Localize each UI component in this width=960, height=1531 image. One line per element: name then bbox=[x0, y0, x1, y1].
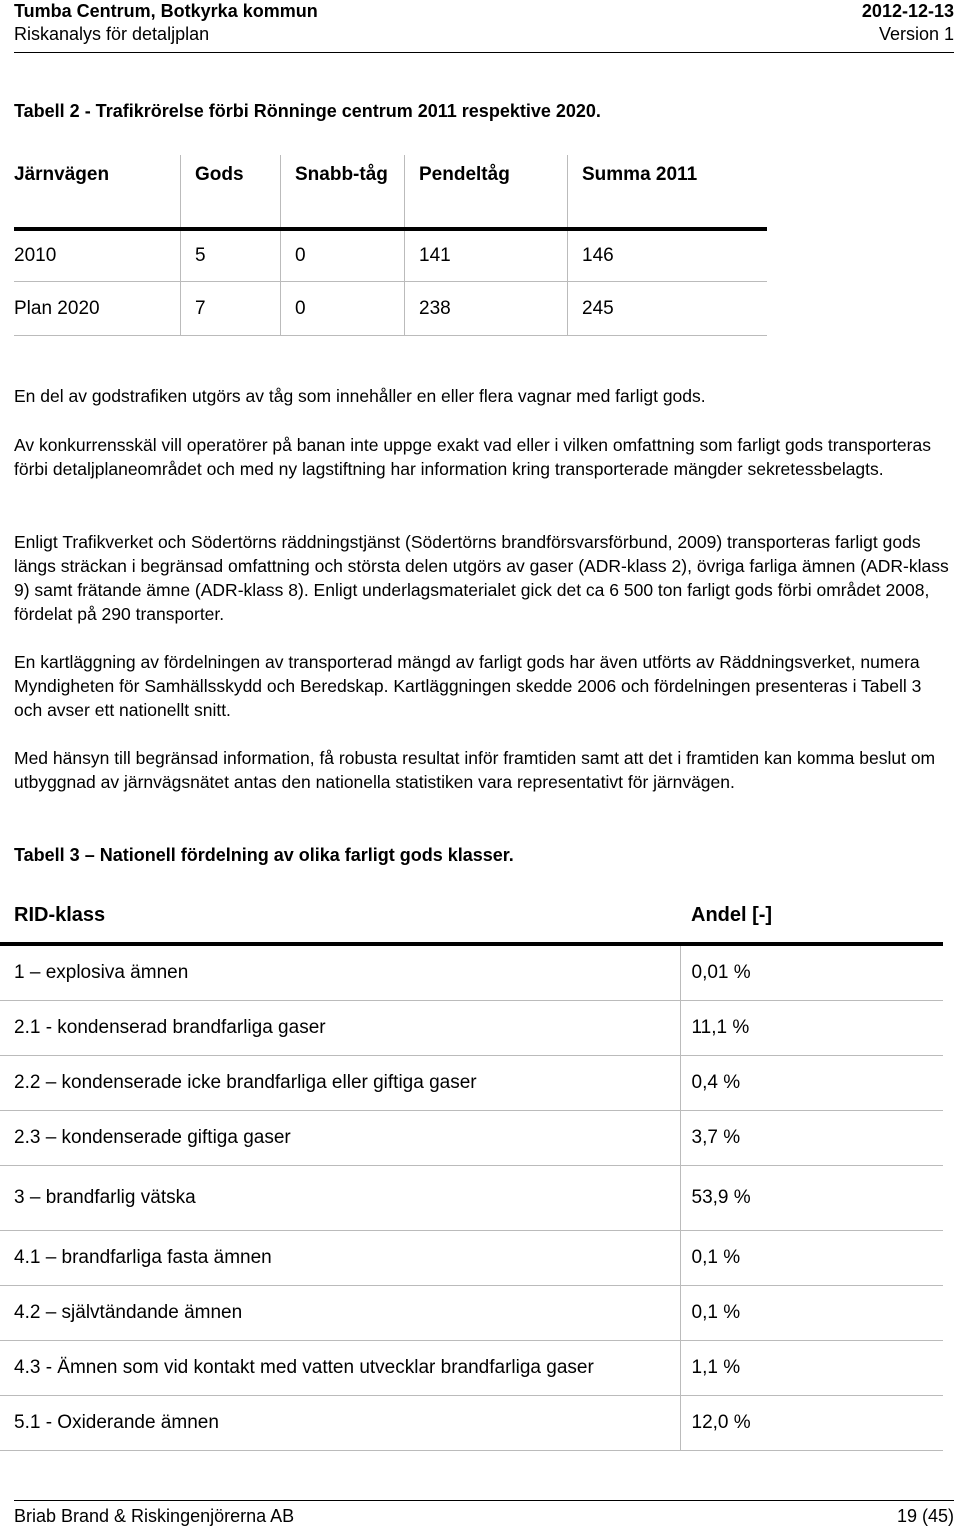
table-cell: 12,0 % bbox=[680, 1396, 943, 1451]
table-row bbox=[0, 1111, 943, 1166]
paragraph: En kartläggning av fördelningen av transporterad mängd av farligt gods har även utförts av Räddningsverket, numera Myndigheten för Samhällsskydd och Beredskap. Kartläggningen skedde 2006 och fördelningen presenteras i Tabell 3 och avser ett nationellt snitt. bbox=[14, 652, 922, 720]
table-cell: 11,1 % bbox=[680, 1001, 943, 1056]
table-row bbox=[14, 229, 767, 282]
table-cell: Plan 2020 bbox=[14, 282, 181, 336]
table-cell: 5 bbox=[181, 229, 281, 282]
table-cell: 1 – explosiva ämnen bbox=[0, 944, 680, 1001]
col-header: Pendeltåg bbox=[405, 155, 568, 229]
table-cell: 7 bbox=[181, 282, 281, 336]
document-subtitle: Riskanalys för detaljplan bbox=[14, 24, 210, 44]
col-header: Andel [-] bbox=[680, 888, 943, 944]
table-rid-classes bbox=[0, 888, 943, 1451]
table-cell: 2.3 – kondenserade giftiga gaser bbox=[0, 1111, 680, 1166]
table-cell: 2010 bbox=[14, 229, 181, 282]
table-cell: 4.2 – självtändande ämnen bbox=[0, 1286, 680, 1341]
table-row bbox=[0, 1286, 943, 1341]
col-header: Summa 2011 bbox=[568, 155, 768, 229]
table2-caption: Tabell 2 - Trafikrörelse förbi Rönninge centrum 2011 respektive 2020. bbox=[14, 101, 601, 121]
table-row bbox=[0, 1341, 943, 1396]
table-cell: 0,4 % bbox=[680, 1056, 943, 1111]
table-header-row bbox=[0, 888, 943, 944]
page-header bbox=[14, 0, 954, 53]
paragraph: Med hänsyn till begränsad information, få robusta resultat inför framtiden samt att det i framtiden kan komma beslut om utbyggnad av järnvägsnätet antas den nationella statistiken vara representativt för järnvägen. bbox=[14, 748, 936, 792]
col-header: Snabb-tåg bbox=[281, 155, 405, 229]
table-row bbox=[0, 944, 943, 1001]
table-row bbox=[0, 1056, 943, 1111]
table-cell: 2.2 – kondenserade icke brandfarliga eller giftiga gaser bbox=[0, 1056, 680, 1111]
document-date: 2012-12-13 bbox=[861, 1, 954, 21]
col-header: RID-klass bbox=[0, 888, 680, 944]
paragraph: Enligt Trafikverket och Södertörns räddningstjänst (Södertörns brandförsvarsförbund, 2009) transporteras farligt gods längs sträckan i begränsad omfattning och största delen utgörs av gaser (ADR-klass 2), övriga farliga ämnen (ADR-klass 9) samt frätande ämne (ADR-klass 8). Enligt underlagsmaterialet gick det ca 6 500 ton farligt gods förbi området 2008, fördelat på 290 transporter. bbox=[14, 532, 949, 624]
table-row bbox=[0, 1166, 943, 1231]
table-cell: 5.1 - Oxiderande ämnen bbox=[0, 1396, 680, 1451]
paragraph: Av konkurrensskäl vill operatörer på banan inte uppge exakt vad eller i vilken omfattning som farligt gods transporteras förbi detaljplaneområdet och med ny lagstiftning har information kring transporterade mängder sekretessbelagts. bbox=[14, 435, 931, 479]
document-version: Version 1 bbox=[878, 24, 954, 44]
table-cell: 0 bbox=[281, 282, 405, 336]
table-cell: 238 bbox=[405, 282, 568, 336]
table-cell: 0,1 % bbox=[680, 1231, 943, 1286]
table-header-row bbox=[14, 155, 767, 229]
footer-company: Briab Brand & Riskingenjörerna AB bbox=[14, 1506, 295, 1526]
table-cell: 0,01 % bbox=[680, 944, 943, 1001]
table-cell: 53,9 % bbox=[680, 1166, 943, 1231]
table-cell: 4.1 – brandfarliga fasta ämnen bbox=[0, 1231, 680, 1286]
table-cell: 1,1 % bbox=[680, 1341, 943, 1396]
paragraph: En del av godstrafiken utgörs av tåg som innehåller en eller flera vagnar med farligt gods. bbox=[14, 386, 706, 406]
table-cell: 245 bbox=[568, 282, 768, 336]
table-row bbox=[0, 1231, 943, 1286]
table-cell: 141 bbox=[405, 229, 568, 282]
table-row bbox=[0, 1001, 943, 1056]
table-cell: 146 bbox=[568, 229, 768, 282]
table-cell: 2.1 - kondenserad brandfarliga gaser bbox=[0, 1001, 680, 1056]
table-row bbox=[0, 1396, 943, 1451]
document-title: Tumba Centrum, Botkyrka kommun bbox=[14, 1, 318, 21]
table-cell: 4.3 - Ämnen som vid kontakt med vatten utvecklar brandfarliga gaser bbox=[0, 1341, 680, 1396]
table-cell: 3,7 % bbox=[680, 1111, 943, 1166]
col-header: Gods bbox=[181, 155, 281, 229]
table-row bbox=[14, 282, 767, 336]
table3-caption: Tabell 3 – Nationell fördelning av olika farligt gods klasser. bbox=[14, 845, 514, 865]
page-number: 19 (45) bbox=[896, 1506, 954, 1526]
col-header: Järnvägen bbox=[14, 155, 181, 229]
table-traffic bbox=[14, 155, 767, 336]
table-cell: 0 bbox=[281, 229, 405, 282]
page-footer bbox=[14, 1500, 954, 1531]
table-cell: 3 – brandfarlig vätska bbox=[0, 1166, 680, 1231]
table-cell: 0,1 % bbox=[680, 1286, 943, 1341]
